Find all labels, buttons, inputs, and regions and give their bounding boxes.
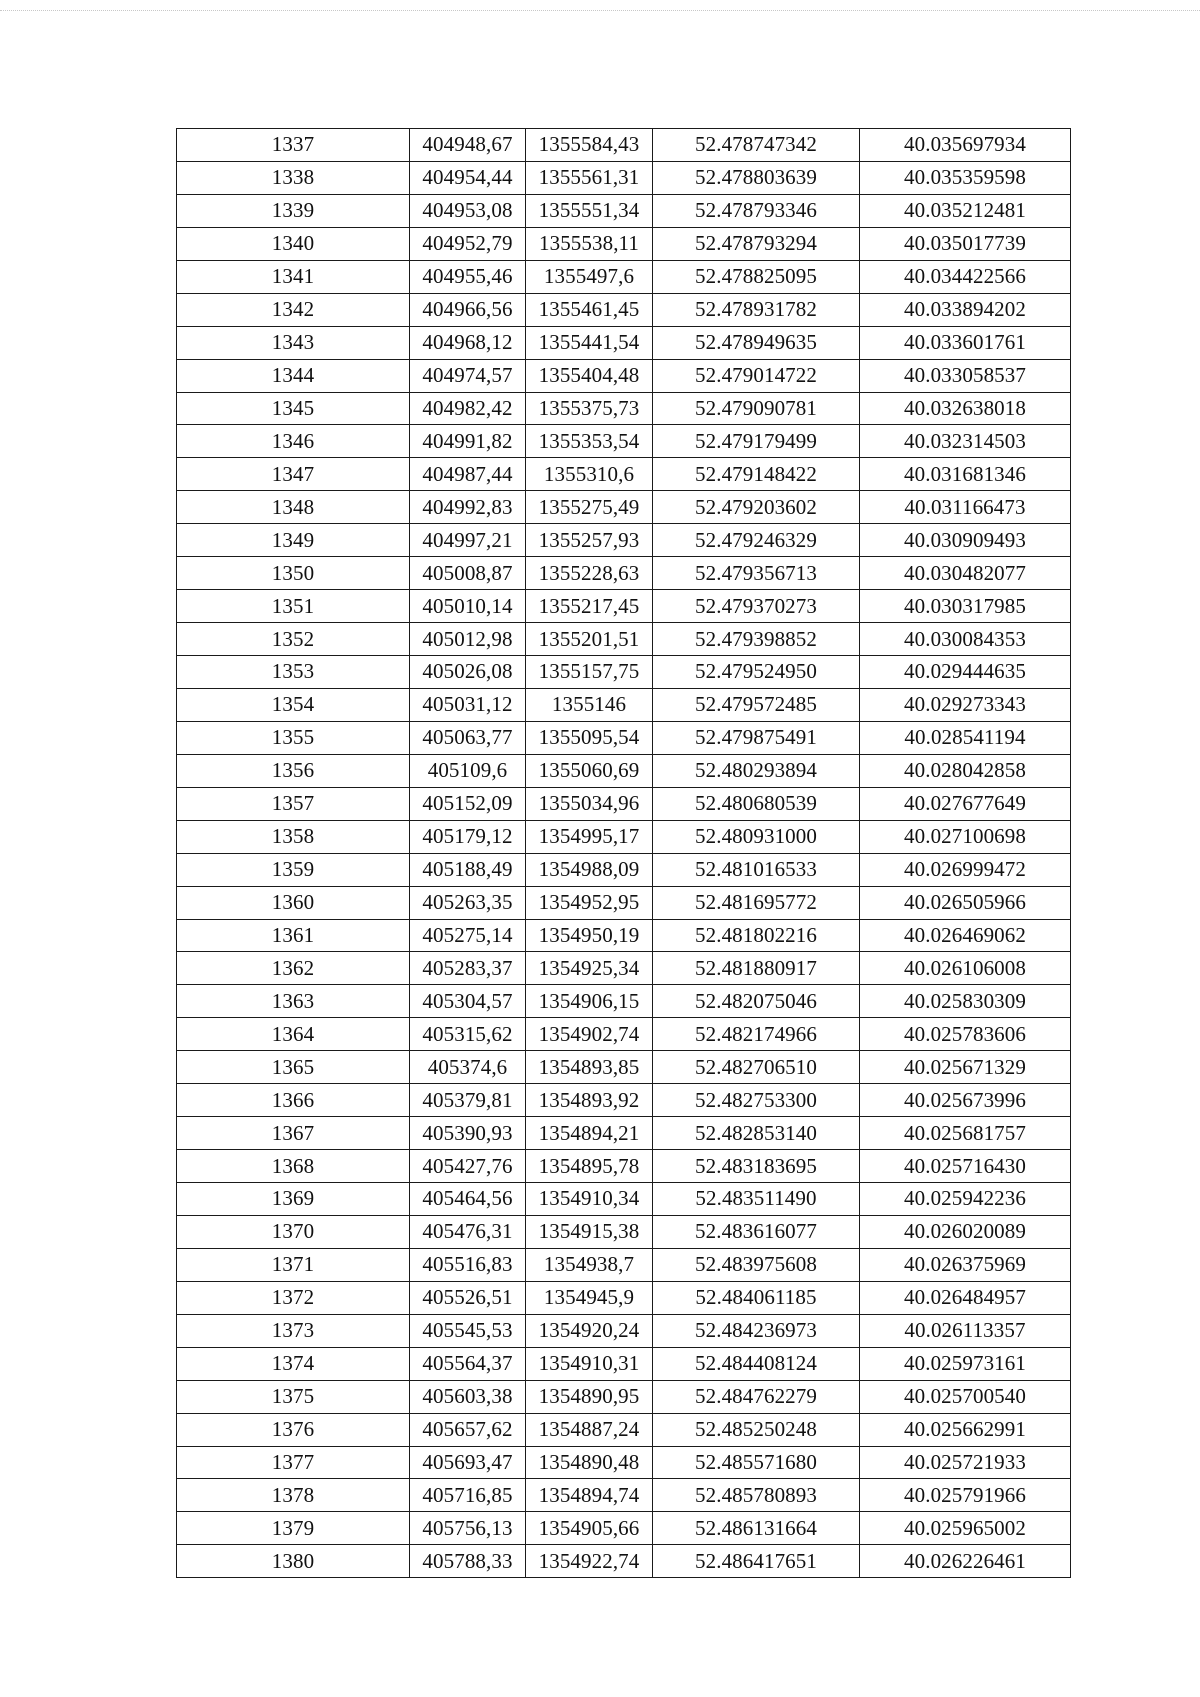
point-number-cell: 1365 [177, 1051, 410, 1084]
x-coordinate-cell: 405031,12 [410, 688, 526, 721]
point-number-cell: 1360 [177, 886, 410, 919]
point-number-cell: 1367 [177, 1117, 410, 1150]
longitude-cell: 40.035017739 [860, 227, 1071, 260]
point-number-cell: 1379 [177, 1512, 410, 1545]
x-coordinate-cell: 405693,47 [410, 1446, 526, 1479]
longitude-cell: 40.029273343 [860, 688, 1071, 721]
table-row [177, 1183, 1071, 1216]
x-coordinate-cell: 405283,37 [410, 952, 526, 985]
y-coordinate-cell: 1355461,45 [526, 293, 653, 326]
table-row [177, 853, 1071, 886]
point-number-cell: 1371 [177, 1248, 410, 1281]
table-row [177, 787, 1071, 820]
y-coordinate-cell: 1355353,54 [526, 425, 653, 458]
point-number-cell: 1351 [177, 590, 410, 623]
x-coordinate-cell: 405109,6 [410, 754, 526, 787]
x-coordinate-cell: 405476,31 [410, 1215, 526, 1248]
table-row [177, 919, 1071, 952]
longitude-cell: 40.026020089 [860, 1215, 1071, 1248]
table-row [177, 1051, 1071, 1084]
latitude-cell: 52.479524950 [653, 656, 860, 689]
y-coordinate-cell: 1354893,85 [526, 1051, 653, 1084]
longitude-cell: 40.026505966 [860, 886, 1071, 919]
x-coordinate-cell: 404954,44 [410, 161, 526, 194]
table-row [177, 721, 1071, 754]
y-coordinate-cell: 1354890,48 [526, 1446, 653, 1479]
y-coordinate-cell: 1355375,73 [526, 392, 653, 425]
table-row [177, 491, 1071, 524]
x-coordinate-cell: 404982,42 [410, 392, 526, 425]
table-row [177, 1117, 1071, 1150]
latitude-cell: 52.479246329 [653, 524, 860, 557]
y-coordinate-cell: 1354950,19 [526, 919, 653, 952]
latitude-cell: 52.485780893 [653, 1479, 860, 1512]
y-coordinate-cell: 1354915,38 [526, 1215, 653, 1248]
point-number-cell: 1354 [177, 688, 410, 721]
longitude-cell: 40.032638018 [860, 392, 1071, 425]
y-coordinate-cell: 1355404,48 [526, 359, 653, 392]
x-coordinate-cell: 405545,53 [410, 1314, 526, 1347]
y-coordinate-cell: 1355275,49 [526, 491, 653, 524]
y-coordinate-cell: 1355060,69 [526, 754, 653, 787]
y-coordinate-cell: 1354887,24 [526, 1413, 653, 1446]
y-coordinate-cell: 1354902,74 [526, 1018, 653, 1051]
table-row [177, 623, 1071, 656]
latitude-cell: 52.484061185 [653, 1281, 860, 1314]
table-row [177, 952, 1071, 985]
x-coordinate-cell: 405464,56 [410, 1183, 526, 1216]
x-coordinate-cell: 405179,12 [410, 820, 526, 853]
x-coordinate-cell: 405756,13 [410, 1512, 526, 1545]
x-coordinate-cell: 404991,82 [410, 425, 526, 458]
y-coordinate-cell: 1355497,6 [526, 260, 653, 293]
longitude-cell: 40.026375969 [860, 1248, 1071, 1281]
longitude-cell: 40.025700540 [860, 1380, 1071, 1413]
y-coordinate-cell: 1354952,95 [526, 886, 653, 919]
y-coordinate-cell: 1354905,66 [526, 1512, 653, 1545]
table-row [177, 820, 1071, 853]
table-row [177, 359, 1071, 392]
longitude-cell: 40.025965002 [860, 1512, 1071, 1545]
latitude-cell: 52.479370273 [653, 590, 860, 623]
table-row [177, 1248, 1071, 1281]
table-row [177, 227, 1071, 260]
table-row [177, 1380, 1071, 1413]
longitude-cell: 40.034422566 [860, 260, 1071, 293]
longitude-cell: 40.026106008 [860, 952, 1071, 985]
longitude-cell: 40.035697934 [860, 129, 1071, 162]
longitude-cell: 40.025791966 [860, 1479, 1071, 1512]
x-coordinate-cell: 405275,14 [410, 919, 526, 952]
point-number-cell: 1352 [177, 623, 410, 656]
latitude-cell: 52.482753300 [653, 1084, 860, 1117]
latitude-cell: 52.486417651 [653, 1545, 860, 1578]
point-number-cell: 1339 [177, 194, 410, 227]
longitude-cell: 40.035359598 [860, 161, 1071, 194]
table-row [177, 886, 1071, 919]
latitude-cell: 52.483183695 [653, 1150, 860, 1183]
x-coordinate-cell: 404997,21 [410, 524, 526, 557]
point-number-cell: 1343 [177, 326, 410, 359]
table-row [177, 1018, 1071, 1051]
y-coordinate-cell: 1355157,75 [526, 656, 653, 689]
y-coordinate-cell: 1355146 [526, 688, 653, 721]
point-number-cell: 1345 [177, 392, 410, 425]
point-number-cell: 1341 [177, 260, 410, 293]
latitude-cell: 52.479356713 [653, 557, 860, 590]
table-row [177, 129, 1071, 162]
longitude-cell: 40.030317985 [860, 590, 1071, 623]
latitude-cell: 52.478931782 [653, 293, 860, 326]
table-row [177, 688, 1071, 721]
latitude-cell: 52.479875491 [653, 721, 860, 754]
x-coordinate-cell: 405012,98 [410, 623, 526, 656]
point-number-cell: 1374 [177, 1347, 410, 1380]
table-row [177, 1413, 1071, 1446]
table-row [177, 1446, 1071, 1479]
table-row [177, 1150, 1071, 1183]
latitude-cell: 52.483975608 [653, 1248, 860, 1281]
y-coordinate-cell: 1355228,63 [526, 557, 653, 590]
y-coordinate-cell: 1355217,45 [526, 590, 653, 623]
x-coordinate-cell: 405379,81 [410, 1084, 526, 1117]
point-number-cell: 1347 [177, 458, 410, 491]
y-coordinate-cell: 1354890,95 [526, 1380, 653, 1413]
longitude-cell: 40.032314503 [860, 425, 1071, 458]
longitude-cell: 40.031166473 [860, 491, 1071, 524]
x-coordinate-cell: 405063,77 [410, 721, 526, 754]
point-number-cell: 1340 [177, 227, 410, 260]
y-coordinate-cell: 1355257,93 [526, 524, 653, 557]
y-coordinate-cell: 1354988,09 [526, 853, 653, 886]
point-number-cell: 1356 [177, 754, 410, 787]
x-coordinate-cell: 405526,51 [410, 1281, 526, 1314]
y-coordinate-cell: 1355201,51 [526, 623, 653, 656]
table-row [177, 425, 1071, 458]
point-number-cell: 1342 [177, 293, 410, 326]
longitude-cell: 40.033601761 [860, 326, 1071, 359]
x-coordinate-cell: 404966,56 [410, 293, 526, 326]
latitude-cell: 52.479398852 [653, 623, 860, 656]
y-coordinate-cell: 1354938,7 [526, 1248, 653, 1281]
point-number-cell: 1380 [177, 1545, 410, 1578]
coordinates-table-body [177, 129, 1071, 1578]
point-number-cell: 1361 [177, 919, 410, 952]
table-row [177, 656, 1071, 689]
table-row [177, 1314, 1071, 1347]
y-coordinate-cell: 1354922,74 [526, 1545, 653, 1578]
latitude-cell: 52.481695772 [653, 886, 860, 919]
longitude-cell: 40.027100698 [860, 820, 1071, 853]
latitude-cell: 52.478793346 [653, 194, 860, 227]
latitude-cell: 52.482075046 [653, 985, 860, 1018]
longitude-cell: 40.026999472 [860, 853, 1071, 886]
table-row [177, 260, 1071, 293]
table-row [177, 1512, 1071, 1545]
longitude-cell: 40.025830309 [860, 985, 1071, 1018]
point-number-cell: 1337 [177, 129, 410, 162]
y-coordinate-cell: 1354894,74 [526, 1479, 653, 1512]
latitude-cell: 52.478747342 [653, 129, 860, 162]
point-number-cell: 1369 [177, 1183, 410, 1216]
point-number-cell: 1344 [177, 359, 410, 392]
table-row [177, 754, 1071, 787]
point-number-cell: 1349 [177, 524, 410, 557]
latitude-cell: 52.480931000 [653, 820, 860, 853]
longitude-cell: 40.030909493 [860, 524, 1071, 557]
y-coordinate-cell: 1355310,6 [526, 458, 653, 491]
longitude-cell: 40.025783606 [860, 1018, 1071, 1051]
point-number-cell: 1377 [177, 1446, 410, 1479]
x-coordinate-cell: 405008,87 [410, 557, 526, 590]
y-coordinate-cell: 1354920,24 [526, 1314, 653, 1347]
table-row [177, 1479, 1071, 1512]
latitude-cell: 52.480293894 [653, 754, 860, 787]
x-coordinate-cell: 405304,57 [410, 985, 526, 1018]
x-coordinate-cell: 404952,79 [410, 227, 526, 260]
latitude-cell: 52.485571680 [653, 1446, 860, 1479]
latitude-cell: 52.481016533 [653, 853, 860, 886]
table-row [177, 985, 1071, 1018]
y-coordinate-cell: 1354910,31 [526, 1347, 653, 1380]
latitude-cell: 52.478949635 [653, 326, 860, 359]
table-row [177, 590, 1071, 623]
point-number-cell: 1364 [177, 1018, 410, 1051]
longitude-cell: 40.028042858 [860, 754, 1071, 787]
longitude-cell: 40.031681346 [860, 458, 1071, 491]
longitude-cell: 40.025681757 [860, 1117, 1071, 1150]
longitude-cell: 40.028541194 [860, 721, 1071, 754]
point-number-cell: 1366 [177, 1084, 410, 1117]
longitude-cell: 40.025973161 [860, 1347, 1071, 1380]
point-number-cell: 1378 [177, 1479, 410, 1512]
longitude-cell: 40.029444635 [860, 656, 1071, 689]
x-coordinate-cell: 405427,76 [410, 1150, 526, 1183]
x-coordinate-cell: 404987,44 [410, 458, 526, 491]
x-coordinate-cell: 405788,33 [410, 1545, 526, 1578]
x-coordinate-cell: 405188,49 [410, 853, 526, 886]
table-row [177, 392, 1071, 425]
x-coordinate-cell: 405603,38 [410, 1380, 526, 1413]
longitude-cell: 40.030084353 [860, 623, 1071, 656]
latitude-cell: 52.481802216 [653, 919, 860, 952]
table-row [177, 293, 1071, 326]
longitude-cell: 40.026113357 [860, 1314, 1071, 1347]
longitude-cell: 40.035212481 [860, 194, 1071, 227]
latitude-cell: 52.484236973 [653, 1314, 860, 1347]
x-coordinate-cell: 405374,6 [410, 1051, 526, 1084]
latitude-cell: 52.486131664 [653, 1512, 860, 1545]
table-row [177, 1215, 1071, 1248]
x-coordinate-cell: 405516,83 [410, 1248, 526, 1281]
x-coordinate-cell: 404968,12 [410, 326, 526, 359]
latitude-cell: 52.484408124 [653, 1347, 860, 1380]
point-number-cell: 1353 [177, 656, 410, 689]
y-coordinate-cell: 1354894,21 [526, 1117, 653, 1150]
y-coordinate-cell: 1354910,34 [526, 1183, 653, 1216]
longitude-cell: 40.030482077 [860, 557, 1071, 590]
table-row [177, 557, 1071, 590]
latitude-cell: 52.482853140 [653, 1117, 860, 1150]
x-coordinate-cell: 405315,62 [410, 1018, 526, 1051]
latitude-cell: 52.479014722 [653, 359, 860, 392]
y-coordinate-cell: 1354925,34 [526, 952, 653, 985]
table-row [177, 458, 1071, 491]
point-number-cell: 1372 [177, 1281, 410, 1314]
point-number-cell: 1370 [177, 1215, 410, 1248]
latitude-cell: 52.484762279 [653, 1380, 860, 1413]
scan-edge-line [0, 10, 1200, 11]
x-coordinate-cell: 405152,09 [410, 787, 526, 820]
longitude-cell: 40.026484957 [860, 1281, 1071, 1314]
x-coordinate-cell: 404974,57 [410, 359, 526, 392]
x-coordinate-cell: 404955,46 [410, 260, 526, 293]
latitude-cell: 52.479179499 [653, 425, 860, 458]
longitude-cell: 40.025942236 [860, 1183, 1071, 1216]
point-number-cell: 1362 [177, 952, 410, 985]
x-coordinate-cell: 405564,37 [410, 1347, 526, 1380]
longitude-cell: 40.033058537 [860, 359, 1071, 392]
latitude-cell: 52.478803639 [653, 161, 860, 194]
longitude-cell: 40.025671329 [860, 1051, 1071, 1084]
table-row [177, 1084, 1071, 1117]
table-row [177, 1545, 1071, 1578]
x-coordinate-cell: 405026,08 [410, 656, 526, 689]
longitude-cell: 40.026226461 [860, 1545, 1071, 1578]
table-row [177, 1347, 1071, 1380]
y-coordinate-cell: 1354895,78 [526, 1150, 653, 1183]
point-number-cell: 1338 [177, 161, 410, 194]
point-number-cell: 1376 [177, 1413, 410, 1446]
point-number-cell: 1348 [177, 491, 410, 524]
point-number-cell: 1368 [177, 1150, 410, 1183]
coordinates-table [176, 128, 1071, 1578]
point-number-cell: 1358 [177, 820, 410, 853]
point-number-cell: 1363 [177, 985, 410, 1018]
longitude-cell: 40.033894202 [860, 293, 1071, 326]
y-coordinate-cell: 1354906,15 [526, 985, 653, 1018]
x-coordinate-cell: 405716,85 [410, 1479, 526, 1512]
latitude-cell: 52.485250248 [653, 1413, 860, 1446]
latitude-cell: 52.481880917 [653, 952, 860, 985]
y-coordinate-cell: 1355551,34 [526, 194, 653, 227]
point-number-cell: 1350 [177, 557, 410, 590]
latitude-cell: 52.483616077 [653, 1215, 860, 1248]
longitude-cell: 40.025721933 [860, 1446, 1071, 1479]
table-row [177, 161, 1071, 194]
y-coordinate-cell: 1355561,31 [526, 161, 653, 194]
point-number-cell: 1346 [177, 425, 410, 458]
table-row [177, 326, 1071, 359]
y-coordinate-cell: 1354945,9 [526, 1281, 653, 1314]
latitude-cell: 52.479148422 [653, 458, 860, 491]
latitude-cell: 52.480680539 [653, 787, 860, 820]
point-number-cell: 1355 [177, 721, 410, 754]
table-row [177, 524, 1071, 557]
x-coordinate-cell: 405263,35 [410, 886, 526, 919]
latitude-cell: 52.482706510 [653, 1051, 860, 1084]
latitude-cell: 52.478793294 [653, 227, 860, 260]
x-coordinate-cell: 404953,08 [410, 194, 526, 227]
point-number-cell: 1359 [177, 853, 410, 886]
y-coordinate-cell: 1355538,11 [526, 227, 653, 260]
longitude-cell: 40.025673996 [860, 1084, 1071, 1117]
latitude-cell: 52.478825095 [653, 260, 860, 293]
y-coordinate-cell: 1354995,17 [526, 820, 653, 853]
x-coordinate-cell: 404948,67 [410, 129, 526, 162]
table-row [177, 194, 1071, 227]
latitude-cell: 52.479090781 [653, 392, 860, 425]
y-coordinate-cell: 1355095,54 [526, 721, 653, 754]
latitude-cell: 52.479572485 [653, 688, 860, 721]
table-row [177, 1281, 1071, 1314]
y-coordinate-cell: 1355584,43 [526, 129, 653, 162]
x-coordinate-cell: 405657,62 [410, 1413, 526, 1446]
longitude-cell: 40.025716430 [860, 1150, 1071, 1183]
latitude-cell: 52.483511490 [653, 1183, 860, 1216]
y-coordinate-cell: 1354893,92 [526, 1084, 653, 1117]
point-number-cell: 1357 [177, 787, 410, 820]
longitude-cell: 40.026469062 [860, 919, 1071, 952]
latitude-cell: 52.479203602 [653, 491, 860, 524]
y-coordinate-cell: 1355441,54 [526, 326, 653, 359]
x-coordinate-cell: 405390,93 [410, 1117, 526, 1150]
longitude-cell: 40.027677649 [860, 787, 1071, 820]
x-coordinate-cell: 405010,14 [410, 590, 526, 623]
point-number-cell: 1375 [177, 1380, 410, 1413]
latitude-cell: 52.482174966 [653, 1018, 860, 1051]
point-number-cell: 1373 [177, 1314, 410, 1347]
y-coordinate-cell: 1355034,96 [526, 787, 653, 820]
x-coordinate-cell: 404992,83 [410, 491, 526, 524]
longitude-cell: 40.025662991 [860, 1413, 1071, 1446]
